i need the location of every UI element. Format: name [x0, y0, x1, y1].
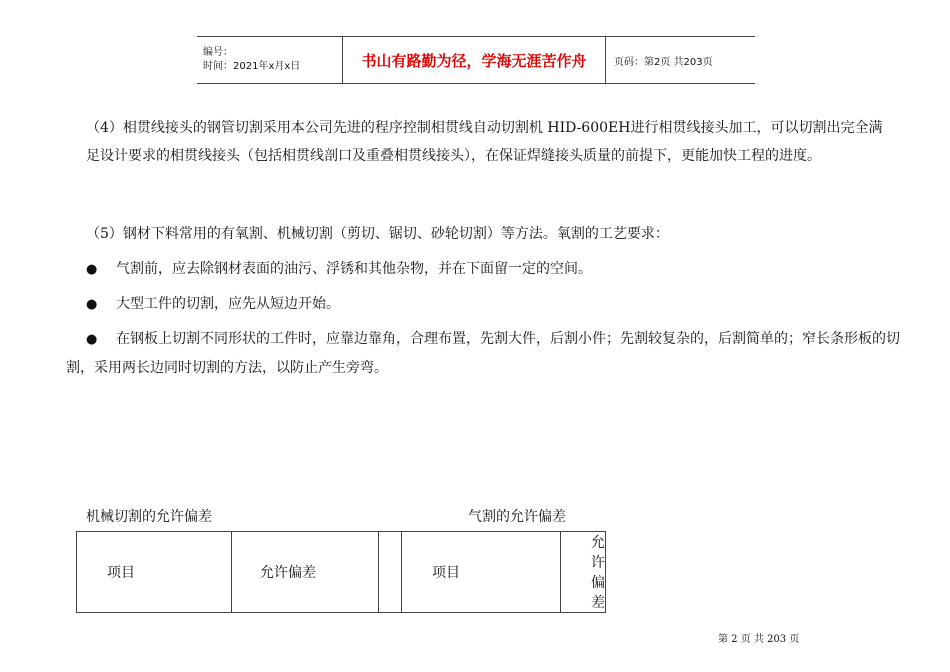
header-meta [197, 37, 343, 84]
mech-table-caption: 机械切割的允许偏差 [86, 509, 212, 525]
bullet-dot-icon: ● [86, 262, 98, 277]
gas-table-caption: 气割的允许偏差 [468, 509, 566, 525]
bullet-item-1 [86, 255, 901, 284]
bullet-dot-icon: ● [86, 332, 98, 347]
bullet-dot-icon: ● [86, 297, 98, 312]
paragraph-4: （4）相贯线接头的钢管切割采用本公司先进的程序控制相贯线自动切割机 HID-600EH进行相贯线接头加工，可以切割出完全满足设计要求的相贯线接头（包括相贯线剖口及重叠相贯线接头），在保证焊缝接头质量的前提下，更能加快工程的进度。 [86, 120, 883, 164]
bullet-item-2 [86, 290, 901, 319]
table-spacer-cell [379, 532, 402, 613]
table-header-row [77, 532, 606, 613]
tolerance-table [76, 531, 606, 613]
paragraph-5: （5）钢材下料常用的有氧割、机械切割（剪切、锯切、砂轮切割）等方法。氧割的工艺要求： [86, 226, 669, 242]
header-motto: 书山有路勤为径，学海无涯苦作舟 [343, 37, 606, 84]
table-header-cell: 项目 [402, 532, 561, 613]
bullet-text: 气割前，应去除钢材表面的油污、浮锈和其他杂物，并在下面留一定的空间。 [116, 261, 592, 277]
bullet-item-3 [66, 325, 902, 382]
header-page-code: 页码：第2页 共203页 [614, 56, 713, 68]
header-number-label: 编号： [203, 47, 233, 58]
header-time-label: 时间：2021年x月x日 [203, 61, 301, 72]
table-header-cell: 允许偏差 [232, 532, 379, 613]
page-footer: 第 2 页 共 203 页 [718, 634, 800, 645]
table-header-cell: 允许偏差 [561, 532, 606, 613]
bullet-text: 在钢板上切割不同形状的工件时，应靠边靠角，合理布置，先割大件，后割小件；先割较复杂的，后割简单的；窄长条形板的切割，采用两长边同时切割的方法，以防止产生旁弯。 [66, 331, 900, 376]
page-header [197, 36, 755, 84]
table-header-cell: 项目 [77, 532, 232, 613]
bullet-text: 大型工件的切割，应先从短边开始。 [116, 296, 340, 312]
